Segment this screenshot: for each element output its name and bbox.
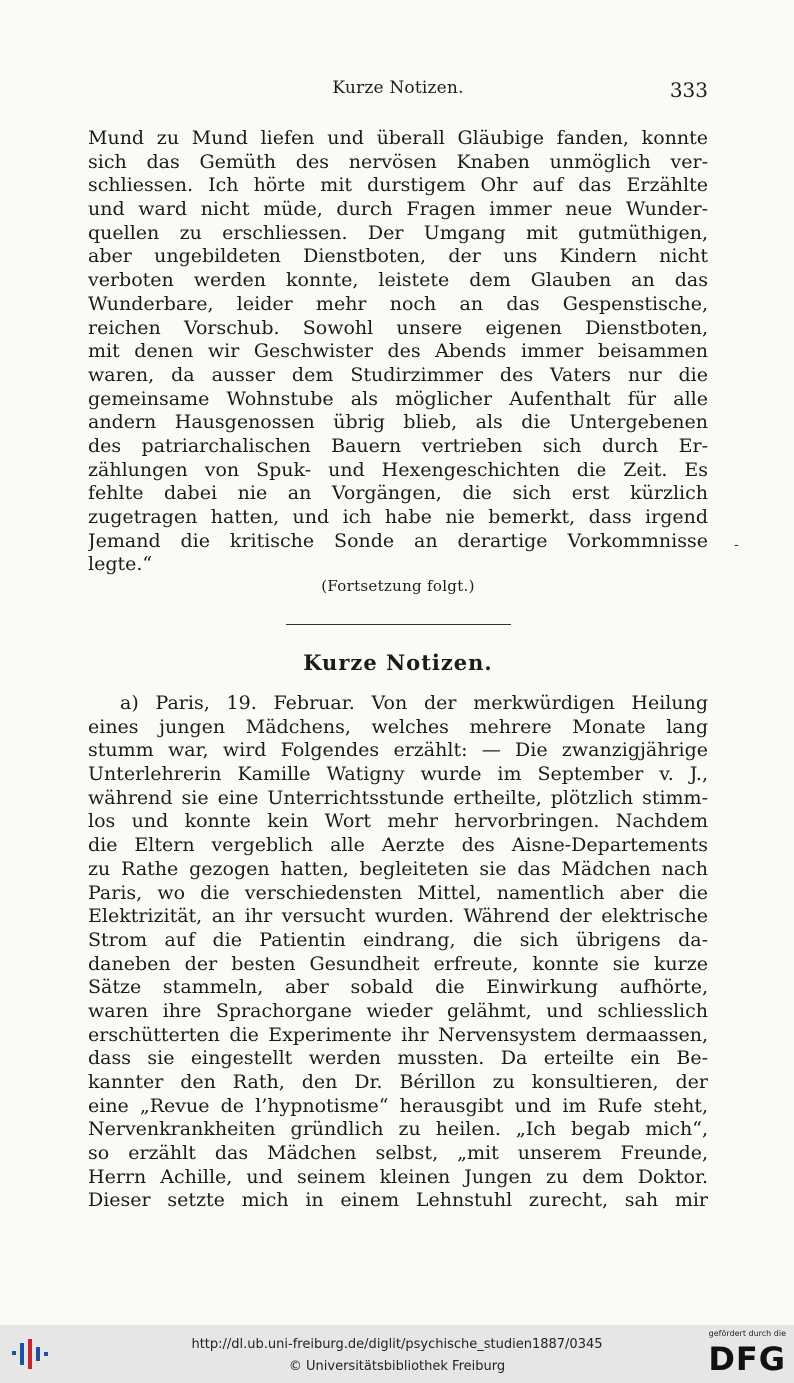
running-title: Kurze Notizen. <box>332 78 464 98</box>
footer-bar <box>0 1325 794 1383</box>
text-line: Dieser setzte mich in einem Lehnstuhl zurecht, sah mir <box>88 1189 708 1212</box>
text-line: zählungen von Spuk- und Hexengeschichten die Zeit. Es <box>88 458 708 481</box>
text-line: mit denen wir Geschwister des Abends immer beisammen <box>88 340 708 363</box>
running-head <box>88 78 708 108</box>
text-line: Paris, wo die verschiedensten Mittel, namentlich aber die <box>88 881 708 904</box>
text-line: eines jungen Mädchens, welches mehrere Monate lang <box>88 715 708 738</box>
dfg-caption: gefördert durch die <box>708 1329 786 1338</box>
copyright-notice: © Universitätsbibliothek Freiburg <box>288 1359 506 1374</box>
text-line: quellen zu erschliessen. Der Umgang mit gutmüthigen, <box>88 221 708 244</box>
text-line: Jemand die kritische Sonde an derartige Vorkommnisse <box>88 529 708 552</box>
text-line: daneben der besten Gesundheit erfreute, konnte sie kurze <box>88 952 708 975</box>
text-line: eine „Revue de l’hypnotisme“ herausgibt und im Rufe steht, <box>88 1094 708 1117</box>
margin-mark: - <box>734 537 739 553</box>
continued-note: (Fortsetzung folgt.) <box>321 577 475 595</box>
text-line: Herrn Achille, und seinem kleinen Jungen zu dem Doktor. <box>88 1165 708 1188</box>
text-line: Strom auf die Patientin eindrang, die sich übrigens da- <box>88 928 708 951</box>
text-line: waren ihre Sprachorgane wieder gelähmt, und schliesslich <box>88 999 708 1022</box>
text-line: reichen Vorschub. Sowohl unsere eigenen Dienstboten, <box>88 316 708 339</box>
text-line: legte.“ <box>88 553 153 576</box>
notice-paragraph <box>88 692 708 1213</box>
text-line: zu Rathe gezogen hatten, begleiteten sie das Mädchen nach <box>88 857 708 880</box>
text-line: Unterlehrerin Kamille Watigny wurde im September v. J., <box>88 763 708 786</box>
text-line: während sie eine Unterrichtsstunde ertheilte, plötzlich stimm- <box>88 786 708 809</box>
text-line: Elektrizität, an ihr versucht wurden. Während der elektrische <box>88 905 708 928</box>
page-number: 333 <box>669 78 708 102</box>
text-line: sich das Gemüth des nervösen Knaben unmöglich ver- <box>88 150 708 173</box>
dfg-logo-text: DFG <box>708 1340 786 1378</box>
section-heading: Kurze Notizen. <box>303 650 493 675</box>
section-separator <box>286 624 511 625</box>
continuation-paragraph <box>88 127 708 577</box>
text-line: so erzählt das Mädchen selbst, „mit unserem Freunde, <box>88 1142 708 1165</box>
text-line: andern Hausgenossen übrig blieb, als die Untergebenen <box>88 411 708 434</box>
text-line: Wunderbare, leider mehr noch an das Gespenstische, <box>88 292 708 315</box>
text-line: fehlte dabei nie an Vorgängen, die sich erst kürzlich <box>88 482 708 505</box>
text-line: Nervenkrankheiten gründlich zu heilen. „Ich begab mich“, <box>88 1118 708 1141</box>
text-line: des patriarchalischen Bauern vertrieben sich durch Er- <box>88 434 708 457</box>
dfg-logo <box>704 1329 786 1379</box>
text-line: schliessen. Ich hörte mit durstigem Ohr auf das Erzählte <box>88 174 708 197</box>
text-line: stumm war, wird Folgendes erzählt: — Die zwanzigjährige <box>88 739 708 762</box>
text-line: waren, da ausser dem Studirzimmer des Vaters nur die <box>88 363 708 386</box>
text-line: die Eltern vergeblich alle Aerzte des Aisne-Departements <box>88 834 708 857</box>
text-line: kannter den Rath, den Dr. Bérillon zu konsultieren, der <box>88 1071 708 1093</box>
source-url-link[interactable]: http://dl.ub.uni-freiburg.de/diglit/psychische_studien1887/0345 <box>191 1337 603 1352</box>
text-line: gemeinsame Wohnstube als möglicher Aufenthalt für alle <box>88 387 708 410</box>
text-line: und ward nicht müde, durch Fragen immer neue Wunder- <box>88 198 708 221</box>
text-line: dass sie eingestellt werden mussten. Da erteilte ein Be- <box>88 1047 708 1070</box>
text-line: erschütterten die Experimente ihr Nervensystem dermaassen, <box>88 1023 708 1046</box>
text-line: los und konnte kein Wort mehr hervorbringen. Nachdem <box>88 810 708 833</box>
text-line: zugetragen hatten, und ich habe nie bemerkt, dass irgend <box>88 506 708 528</box>
text-line: verboten werden konnte, leistete dem Glauben an das <box>88 269 708 292</box>
text-line: Mund zu Mund liefen und überall Gläubige fanden, konnte <box>88 127 708 149</box>
text-line: aber ungebildeten Dienstboten, der uns Kindern nicht <box>88 245 708 268</box>
text-line: Sätze stammeln, aber sobald die Einwirkung aufhörte, <box>88 976 708 999</box>
text-line: a) Paris, 19. Februar. Von der merkwürdigen Heilung <box>120 692 708 714</box>
